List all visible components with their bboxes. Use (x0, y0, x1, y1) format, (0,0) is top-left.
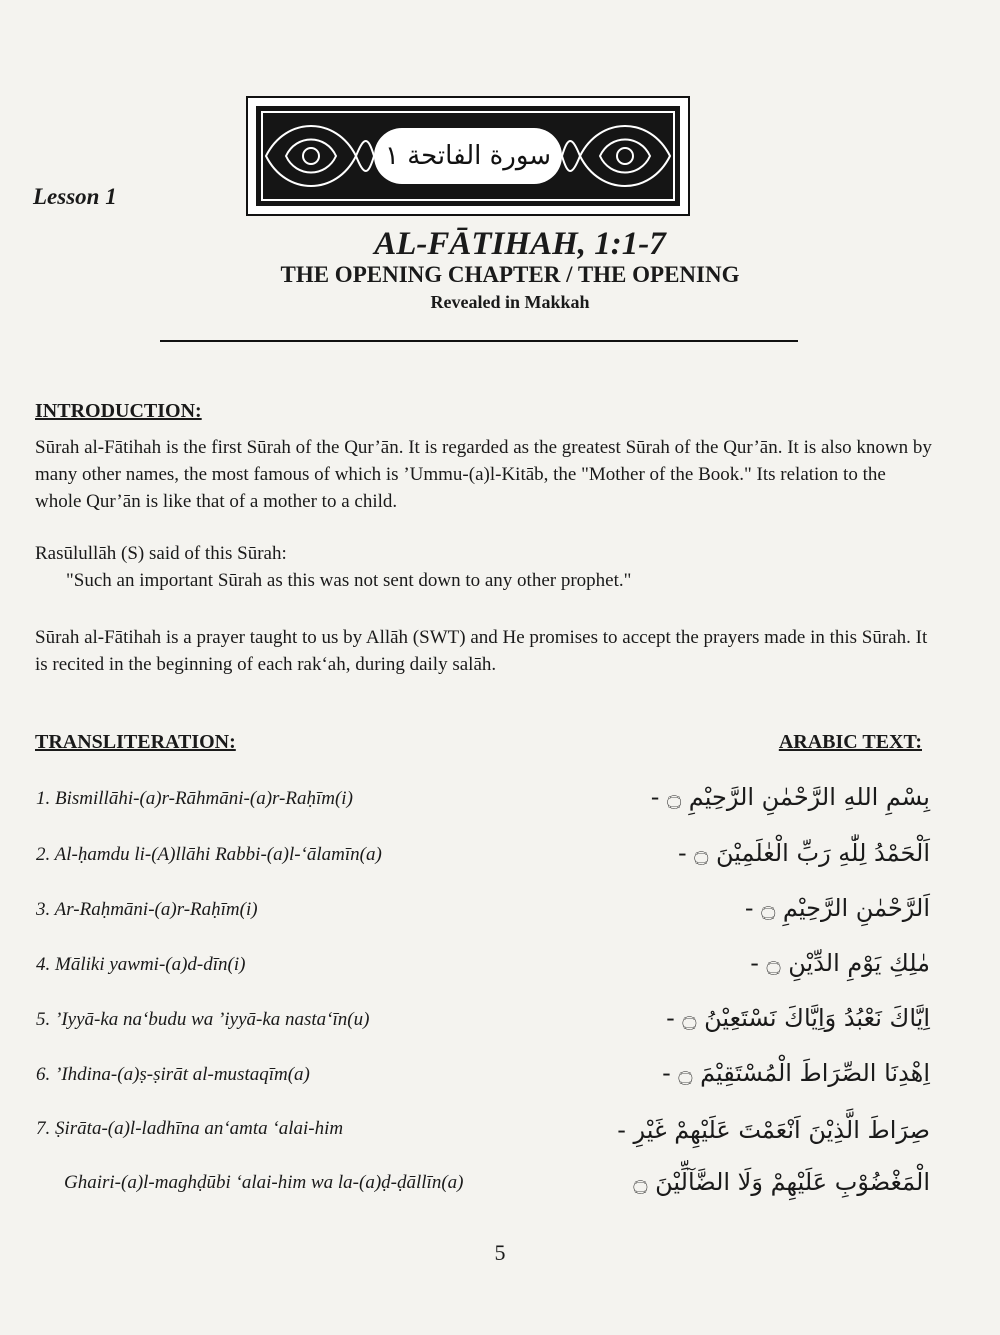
surah-banner (246, 96, 690, 216)
verse-transliteration: 5. ’Iyyā-ka na‘budu wa ’iyyā-ka nasta‘īn(u) (36, 1009, 370, 1030)
verse-transliteration: 1. Bismillāhi-(a)r-Rāhmāni-(a)r-Raḥīm(i) (36, 788, 353, 809)
verse-arabic: اِهْدِنَا الصِّرَاطَ الْمُسْتَقِيْمَ ۝ - (662, 1059, 930, 1087)
lesson-label: Lesson 1 (33, 184, 117, 209)
arabic-text-heading: ARABIC TEXT: (778, 731, 922, 753)
verse-transliteration: 6. ’Ihdina-(a)ṣ-ṣirāt al-mustaqīm(a) (36, 1064, 310, 1085)
hadith-quote: "Such an important Sūrah as this was not sent down to any other prophet." (66, 570, 632, 591)
quote-lead: Rasūlullāh (S) said of this Sūrah: (35, 543, 287, 564)
prayer-paragraph: Sūrah al-Fātihah is a prayer taught to us by Allāh (SWT) and He promises to accept the prayers made in this Sūrah. It is recited in the beginning of each rak‘ah, during daily salāh. (35, 627, 928, 675)
divider (160, 340, 798, 342)
revealed-note: Revealed in Makkah (430, 292, 590, 312)
verse-transliteration: 2. Al-ḥamdu li-(A)llāhi Rabbi-(a)l-‘ālamīn(a) (36, 844, 382, 865)
verse-arabic: اِيَّاكَ نَعْبُدُ وَاِيَّاكَ نَسْتَعِيْنُ ۝ - (666, 1004, 930, 1032)
surah-title-arabic: سورة الفاتحة ١ (374, 128, 562, 184)
verse-arabic: بِسْمِ اللهِ الرَّحْمٰنِ الرَّحِيْمِ ۝ - (650, 783, 930, 811)
page-title: AL-FĀTIHAH, 1:1-7 (374, 226, 666, 262)
introduction-paragraph: Sūrah al-Fātihah is the first Sūrah of the Qur’ān. It is regarded as the greatest Sūrah of the Qur’ān. It is also known by many other names, the most famous of which is ’Ummu-(a)l-Kitāb, the "Mother of the Book." Its relation to the whole Qur’ān is like that of a mother to a child. (35, 437, 932, 512)
banner-ornament (256, 106, 680, 206)
verse-transliteration: 3. Ar-Raḥmāni-(a)r-Raḥīm(i) (36, 899, 258, 920)
verse-arabic: صِرَاطَ الَّذِيْنَ اَنْعَمْتَ عَلَيْهِمْ غَيْرِ - (617, 1116, 930, 1144)
verse-arabic: اَلْحَمْدُ لِلّٰهِ رَبِّ الْعٰلَمِيْنَ ۝ - (677, 839, 930, 867)
verse-transliteration: 7. Ṣirāta-(a)l-ladhīna an‘amta ‘alai-him (36, 1118, 344, 1139)
introduction-heading: INTRODUCTION: (35, 400, 202, 422)
verse-transliteration: 4. Māliki yawmi-(a)d-dīn(i) (36, 954, 246, 975)
verse-arabic: مٰلِكِ يَوْمِ الدِّيْنِ ۝ - (750, 949, 930, 977)
page-subtitle: THE OPENING CHAPTER / THE OPENING (280, 262, 740, 287)
verse-transliteration-continued: Ghairi-(a)l-maghḍūbi ‘alai-him wa la-(a)ḍ-ḍāllīn(a) (64, 1172, 464, 1193)
transliteration-heading: TRANSLITERATION: (35, 731, 236, 753)
verse-arabic-continued: الْمَغْضُوْبِ عَلَيْهِمْ وَلَا الضَّآلِّيْنَ ۝ (633, 1168, 930, 1196)
page-number: 5 (494, 1240, 506, 1265)
verse-arabic: اَلرَّحْمٰنِ الرَّحِيْمِ ۝ - (744, 894, 930, 922)
